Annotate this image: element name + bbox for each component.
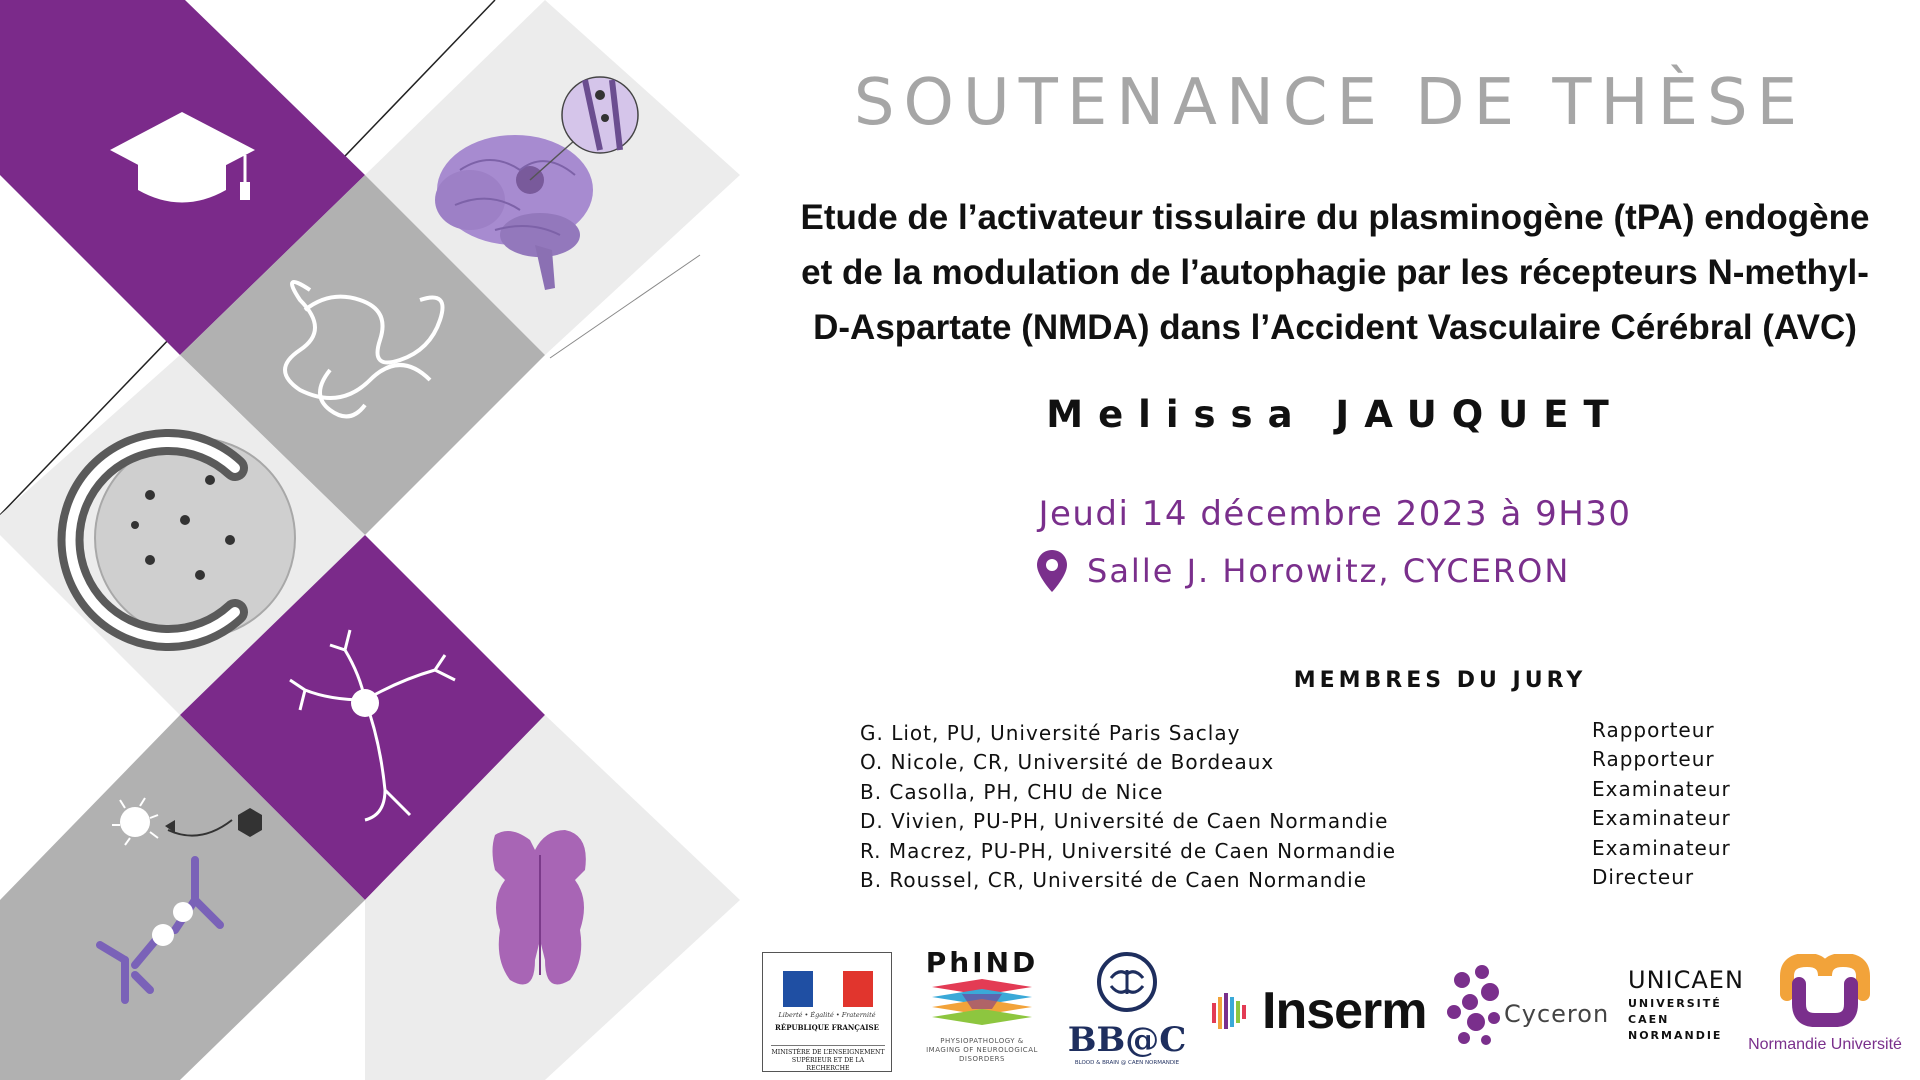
jury-member-name: D. Vivien, PU-PH, Université de Caen Normandie bbox=[860, 809, 1389, 834]
phind-subtitle: PHYSIOPATHOLOGY & IMAGING OF NEUROLOGICAL DISORDERS bbox=[926, 1037, 1038, 1063]
cyceron-molecule-icon bbox=[1442, 960, 1512, 1050]
defense-location bbox=[1035, 548, 1570, 594]
inserm-logo bbox=[1212, 976, 1427, 1046]
bbac-subtitle: BLOOD & BRAIN @ CAEN NORMANDIE bbox=[1074, 1060, 1180, 1066]
rf-name: RÉPUBLIQUE FRANÇAISE bbox=[775, 1023, 879, 1032]
jury-member-name: G. Liot, PU, Université Paris Saclay bbox=[860, 720, 1241, 745]
unicaen-logo bbox=[1628, 966, 1744, 1066]
location-text: Salle J. Horowitz, CYCERON bbox=[1087, 552, 1571, 590]
normandie-mark-icon bbox=[1777, 954, 1873, 1028]
thesis-title-line: D-Aspartate (NMDA) dans l’Accident Vasculaire Cérébral (AVC) bbox=[813, 308, 1857, 347]
rf-ministry: MINISTÈRE DE L’ENSEIGNEMENT SUPÉRIEUR ET DE LA RECHERCHE bbox=[771, 1045, 885, 1073]
phind-mark-icon bbox=[922, 979, 1042, 1031]
jury-member-name: R. Macrez, PU-PH, Université de Caen Normandie bbox=[860, 838, 1397, 863]
unicaen-subtitle: UNIVERSITÉ CAEN NORMANDIE bbox=[1628, 997, 1723, 1042]
defense-date: Jeudi 14 décembre 2023 à 9H30 bbox=[1038, 494, 1632, 534]
jury-member-role: Rapporteur bbox=[1592, 717, 1715, 742]
cyceron-logo bbox=[1442, 960, 1610, 1060]
jury-member-name: B. Casolla, PH, CHU de Nice bbox=[860, 779, 1164, 804]
brain-emblem-icon bbox=[1095, 950, 1159, 1014]
jury-row bbox=[860, 718, 1740, 748]
french-flag-icon bbox=[783, 971, 873, 1007]
jury-list bbox=[860, 718, 1740, 895]
jury-row bbox=[860, 807, 1740, 837]
cyceron-name: Cyceron bbox=[1504, 1000, 1610, 1028]
inserm-bars-icon bbox=[1212, 989, 1248, 1033]
jury-row bbox=[860, 748, 1740, 778]
autophagosome-icon bbox=[71, 438, 295, 638]
partner-logos bbox=[0, 940, 1920, 1080]
inserm-name: Inserm bbox=[1262, 982, 1427, 1040]
jury-member-name: B. Roussel, CR, Université de Caen Normandie bbox=[860, 868, 1368, 893]
jury-member-role: Examinateur bbox=[1592, 835, 1731, 860]
thesis-title-line: et de la modulation de l’autophagie par les récepteurs N-methyl- bbox=[801, 253, 1869, 292]
jury-member-role: Directeur bbox=[1592, 865, 1695, 890]
rf-motto: Liberté • Égalité • Fraternité bbox=[778, 1011, 876, 1019]
author-name: Melissa JAUQUET bbox=[1046, 393, 1624, 436]
jury-row bbox=[860, 866, 1740, 896]
phind-logo bbox=[922, 946, 1042, 1076]
normandie-universite-logo bbox=[1740, 954, 1910, 1074]
jury-member-name: O. Nicole, CR, Université de Bordeaux bbox=[860, 750, 1275, 775]
page-headline: SOUTENANCE DE THÈSE bbox=[853, 66, 1807, 140]
bbac-logo bbox=[1062, 950, 1192, 1075]
jury-member-role: Examinateur bbox=[1592, 776, 1731, 801]
bbac-name: BB@C bbox=[1067, 1020, 1187, 1060]
unicaen-name: UNICAEN bbox=[1628, 966, 1744, 994]
normandie-name: Normandie Université bbox=[1748, 1036, 1902, 1053]
jury-member-role: Rapporteur bbox=[1592, 747, 1715, 772]
illustration-panel bbox=[0, 0, 760, 1080]
republique-francaise-logo bbox=[762, 952, 892, 1072]
jury-row bbox=[860, 836, 1740, 866]
jury-member-role: Examinateur bbox=[1592, 806, 1731, 831]
thesis-title bbox=[780, 190, 1890, 355]
map-pin-icon bbox=[1035, 548, 1069, 594]
jury-heading: MEMBRES DU JURY bbox=[1293, 668, 1587, 693]
phind-name: PhIND bbox=[925, 946, 1039, 979]
jury-row bbox=[860, 777, 1740, 807]
thesis-title-line: Etude de l’activateur tissulaire du plasminogène (tPA) endogène bbox=[800, 198, 1870, 237]
